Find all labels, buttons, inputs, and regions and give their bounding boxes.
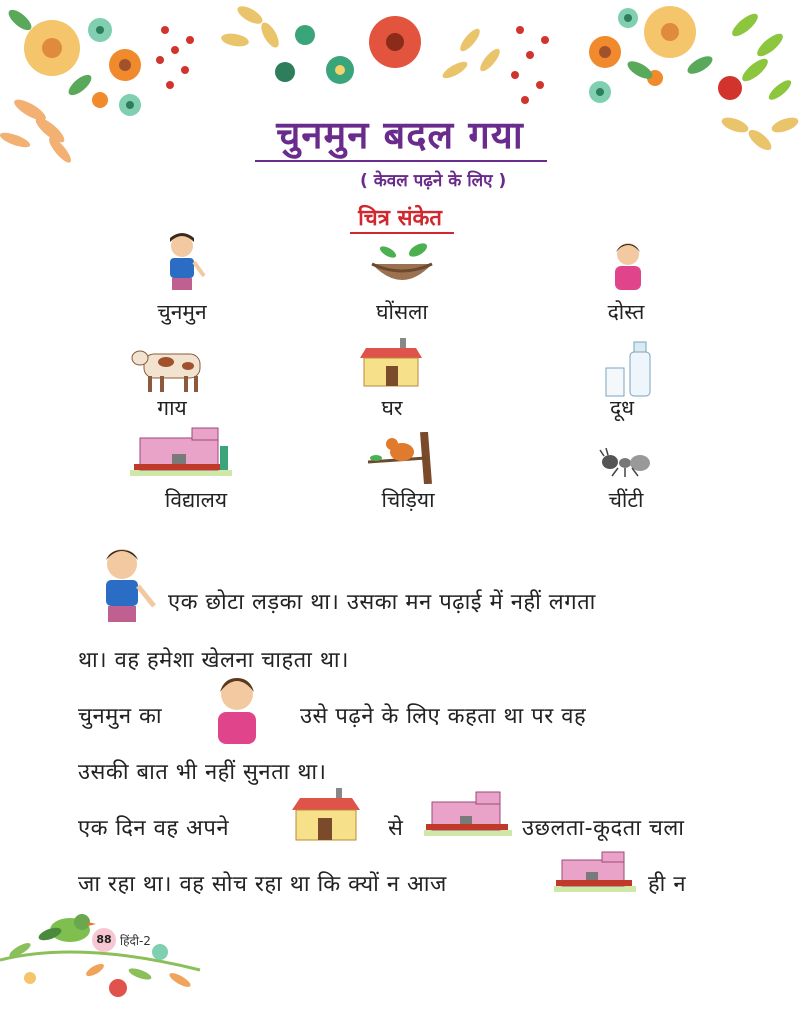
clue-label-nest: घोंसला xyxy=(376,300,428,324)
story-line-6a: जा रहा था। वह सोच रहा था कि क्यों न आज xyxy=(78,872,447,897)
story-line-3a: चुनमुन का xyxy=(78,704,163,729)
page-number: 88 xyxy=(92,928,116,952)
school-icon xyxy=(554,850,636,894)
house-icon xyxy=(356,336,426,390)
story-line-5a: एक दिन वह अपने xyxy=(78,816,230,841)
story-line-5c: उछलता-कूदता चला xyxy=(522,816,685,841)
clue-label-house: घर xyxy=(381,396,403,420)
story-line-1: एक छोटा लड़का था। उसका मन पढ़ाई में नहीं लगता xyxy=(168,590,596,615)
nest-icon xyxy=(368,238,436,294)
house-icon xyxy=(288,786,364,844)
story-line-5b: से xyxy=(388,816,404,841)
school-icon xyxy=(130,424,232,478)
story-line-2: था। वह हमेशा खेलना चाहता था। xyxy=(78,648,349,673)
story-line-6b: ही न xyxy=(648,872,687,897)
clue-label-ant: चींटी xyxy=(608,488,644,512)
section-underline xyxy=(350,232,454,234)
floral-footer-decoration xyxy=(0,900,210,1010)
friend-icon xyxy=(210,672,264,746)
page-subtitle: ( केवल पढ़ने के लिए ) xyxy=(360,171,507,191)
page-title: चुनमुन बदल गया xyxy=(276,113,524,157)
title-underline xyxy=(255,160,547,162)
book-name: हिंदी-2 xyxy=(120,934,151,948)
milk-icon xyxy=(602,338,654,398)
boy-icon xyxy=(96,546,158,626)
clue-label-bird: चिड़िया xyxy=(381,488,435,512)
bird-icon xyxy=(364,432,434,484)
ant-icon xyxy=(598,448,652,478)
clue-label-cow: गाय xyxy=(157,396,187,420)
boy-icon xyxy=(158,232,208,294)
section-heading: चित्र संकेत xyxy=(358,206,442,231)
clue-label-friend: दोस्त xyxy=(607,300,645,324)
clue-label-school: विद्यालय xyxy=(164,488,228,512)
story-line-3b: उसे पढ़ने के लिए कहता था पर वह xyxy=(300,704,587,729)
cow-icon xyxy=(130,340,216,396)
story-line-4: उसकी बात भी नहीं सुनता था। xyxy=(78,760,327,785)
clue-label-milk: दूध xyxy=(609,396,635,420)
clue-label-chunmun: चुनमुन xyxy=(157,300,207,324)
school-icon xyxy=(424,790,512,838)
friend-icon xyxy=(606,240,650,294)
